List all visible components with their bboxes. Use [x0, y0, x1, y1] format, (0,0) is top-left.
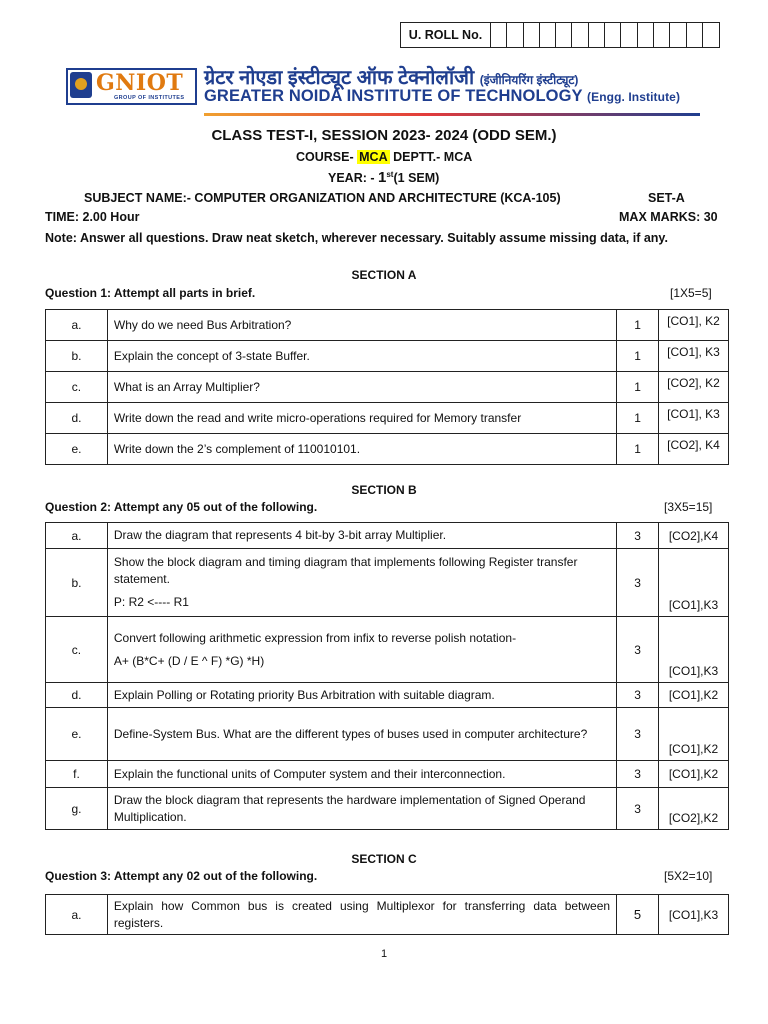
table-row [46, 523, 729, 549]
row-text: What is an Array Multiplier? [107, 372, 616, 403]
question-3-marks: [5X2=10] [664, 869, 713, 883]
section-a-table [45, 309, 729, 465]
logo-text: GNIOT [96, 70, 184, 96]
row-marks: 1 [617, 310, 659, 341]
hindi-main: ग्रेटर नोएडा इंस्टीट्यूट ऑफ टेक्नोलॉजी [204, 67, 475, 89]
row-text: Write down the read and write micro-operations required for Memory transfer [107, 403, 616, 434]
question-3: Question 3: Attempt any 02 out of the following. [45, 869, 318, 883]
row-text: Explain the concept of 3-state Buffer. [107, 341, 616, 372]
roll-cell [491, 23, 507, 47]
row-label: a. [46, 310, 108, 341]
year-prefix: YEAR: - [328, 171, 375, 185]
row-text: Define-System Bus. What are the different types of buses used in computer architecture? [107, 708, 616, 761]
row-label: e. [46, 434, 108, 465]
row-marks: 1 [617, 372, 659, 403]
row-label: e. [46, 708, 108, 761]
seal-icon [70, 72, 92, 98]
row-text-main: Convert following arithmetic expression from infix to reverse polish notation- [113, 630, 517, 645]
roll-cell [703, 23, 719, 47]
row-marks: 1 [617, 403, 659, 434]
hindi-paren: (इंजीनियरिंग इंस्टीट्यूट) [479, 73, 579, 87]
course-prefix: COURSE- [296, 150, 354, 164]
row-marks: 3 [617, 708, 659, 761]
max-marks-label: MAX MARKS: 30 [619, 210, 718, 224]
row-text-expression: A+ (B*C+ (D / E ^ F) *G) *H) [113, 653, 265, 668]
table-row [46, 617, 729, 683]
section-b-table [45, 522, 729, 830]
roll-cell [654, 23, 670, 47]
exam-title: CLASS TEST-I, SESSION 2023- 2024 (ODD SEM.) [211, 127, 557, 144]
table-row [46, 372, 729, 403]
institute-name-hindi [204, 63, 578, 90]
english-main: GREATER NOIDA INSTITUTE OF TECHNOLOGY [204, 87, 583, 105]
row-label: c. [46, 617, 108, 683]
year-suffix: (1 SEM) [393, 171, 440, 185]
roll-cell [638, 23, 654, 47]
table-row [46, 310, 729, 341]
row-marks: 3 [617, 523, 659, 549]
row-text-main: Show the block diagram and timing diagram that implements following Register transfer statement. [113, 555, 578, 586]
row-text: Draw the diagram that represents 4 bit-by 3-bit array Multiplier. [107, 523, 616, 549]
table-row [46, 895, 729, 935]
row-label: a. [46, 523, 108, 549]
question-1: Question 1: Attempt all parts in brief. [45, 286, 256, 300]
year-line [328, 169, 439, 186]
table-row [46, 403, 729, 434]
section-c-title: SECTION C [351, 852, 417, 866]
roll-number-box [400, 22, 720, 48]
row-marks: 5 [617, 895, 659, 935]
row-marks: 3 [617, 549, 659, 617]
institute-name-english [204, 87, 680, 106]
roll-cell [507, 23, 523, 47]
row-text [107, 617, 616, 683]
note-text: Note: Answer all questions. Draw neat sketch, wherever necessary. Suitably assume missing data, if any. [45, 231, 668, 245]
row-label: a. [46, 895, 108, 935]
row-co: [CO1],K2 [659, 708, 729, 761]
course-line [296, 150, 472, 164]
row-label: d. [46, 683, 108, 708]
row-label: d. [46, 403, 108, 434]
row-label: b. [46, 549, 108, 617]
row-co: [CO2],K2 [659, 788, 729, 830]
row-co: [CO1],K2 [659, 761, 729, 788]
row-text: Write down the 2’s complement of 110010101. [107, 434, 616, 465]
roll-cell [540, 23, 556, 47]
row-co: [CO1],K2 [659, 683, 729, 708]
table-row [46, 708, 729, 761]
row-text [107, 549, 616, 617]
section-b-title: SECTION B [351, 483, 417, 497]
page-number: 1 [380, 948, 388, 960]
section-c-table [45, 894, 729, 935]
roll-number-label: U. ROLL No. [401, 23, 491, 47]
row-marks: 1 [617, 341, 659, 372]
row-text: Why do we need Bus Arbitration? [107, 310, 616, 341]
roll-cell [687, 23, 703, 47]
subject-name: SUBJECT NAME:- COMPUTER ORGANIZATION AND ARCHITECTURE (KCA-105) [84, 191, 561, 205]
row-marks: 3 [617, 788, 659, 830]
row-co: [CO2], K4 [659, 434, 729, 465]
table-row [46, 434, 729, 465]
row-label: b. [46, 341, 108, 372]
english-paren: (Engg. Institute) [587, 90, 681, 104]
row-text-statement: P: R2 <---- R1 [113, 595, 189, 609]
roll-cell [524, 23, 540, 47]
question-2: Question 2: Attempt any 05 out of the following. [45, 500, 318, 514]
table-row [46, 341, 729, 372]
row-marks: 3 [617, 683, 659, 708]
roll-cell [556, 23, 572, 47]
row-label: c. [46, 372, 108, 403]
row-marks: 3 [617, 761, 659, 788]
row-marks: 1 [617, 434, 659, 465]
row-co: [CO2], K2 [659, 372, 729, 403]
institute-logo [66, 68, 197, 105]
roll-cell [605, 23, 621, 47]
table-row [46, 761, 729, 788]
table-row [46, 788, 729, 830]
row-co: [CO1], K2 [659, 310, 729, 341]
course-value: MCA [359, 150, 388, 164]
year-sup: st [386, 169, 394, 179]
logo-subtext: GROUP OF INSTITUTES [114, 95, 185, 101]
row-label: f. [46, 761, 108, 788]
row-marks: 3 [617, 617, 659, 683]
row-label: g. [46, 788, 108, 830]
question-1-marks: [1X5=5] [670, 286, 712, 300]
row-co: [CO1], K3 [659, 403, 729, 434]
roll-cell [589, 23, 605, 47]
row-text: Explain Polling or Rotating priority Bus Arbitration with suitable diagram. [107, 683, 616, 708]
row-co: [CO1],K3 [659, 549, 729, 617]
question-2-marks: [3X5=15] [664, 500, 713, 514]
table-row [46, 683, 729, 708]
roll-cell [621, 23, 637, 47]
roll-cell [572, 23, 588, 47]
header-color-band [204, 113, 700, 116]
roll-cell [670, 23, 686, 47]
row-co: [CO1], K3 [659, 341, 729, 372]
logo-brand [96, 70, 183, 96]
row-co: [CO1],K3 [659, 617, 729, 683]
dept: DEPTT.- MCA [393, 150, 473, 164]
row-text: Draw the block diagram that represents the hardware implementation of Signed Operand Multiplication. [107, 788, 616, 830]
row-text: Explain how Common bus is created using Multiplexor for transferring data between registers. [107, 895, 616, 935]
row-text: Explain the functional units of Computer system and their interconnection. [107, 761, 616, 788]
row-co: [CO1],K3 [659, 895, 729, 935]
table-row [46, 549, 729, 617]
time-label: TIME: 2.00 Hour [45, 210, 140, 224]
year-num: 1 [378, 169, 387, 186]
section-a-title: SECTION A [351, 268, 417, 282]
set-label: SET-A [648, 191, 685, 205]
row-co: [CO2],K4 [659, 523, 729, 549]
